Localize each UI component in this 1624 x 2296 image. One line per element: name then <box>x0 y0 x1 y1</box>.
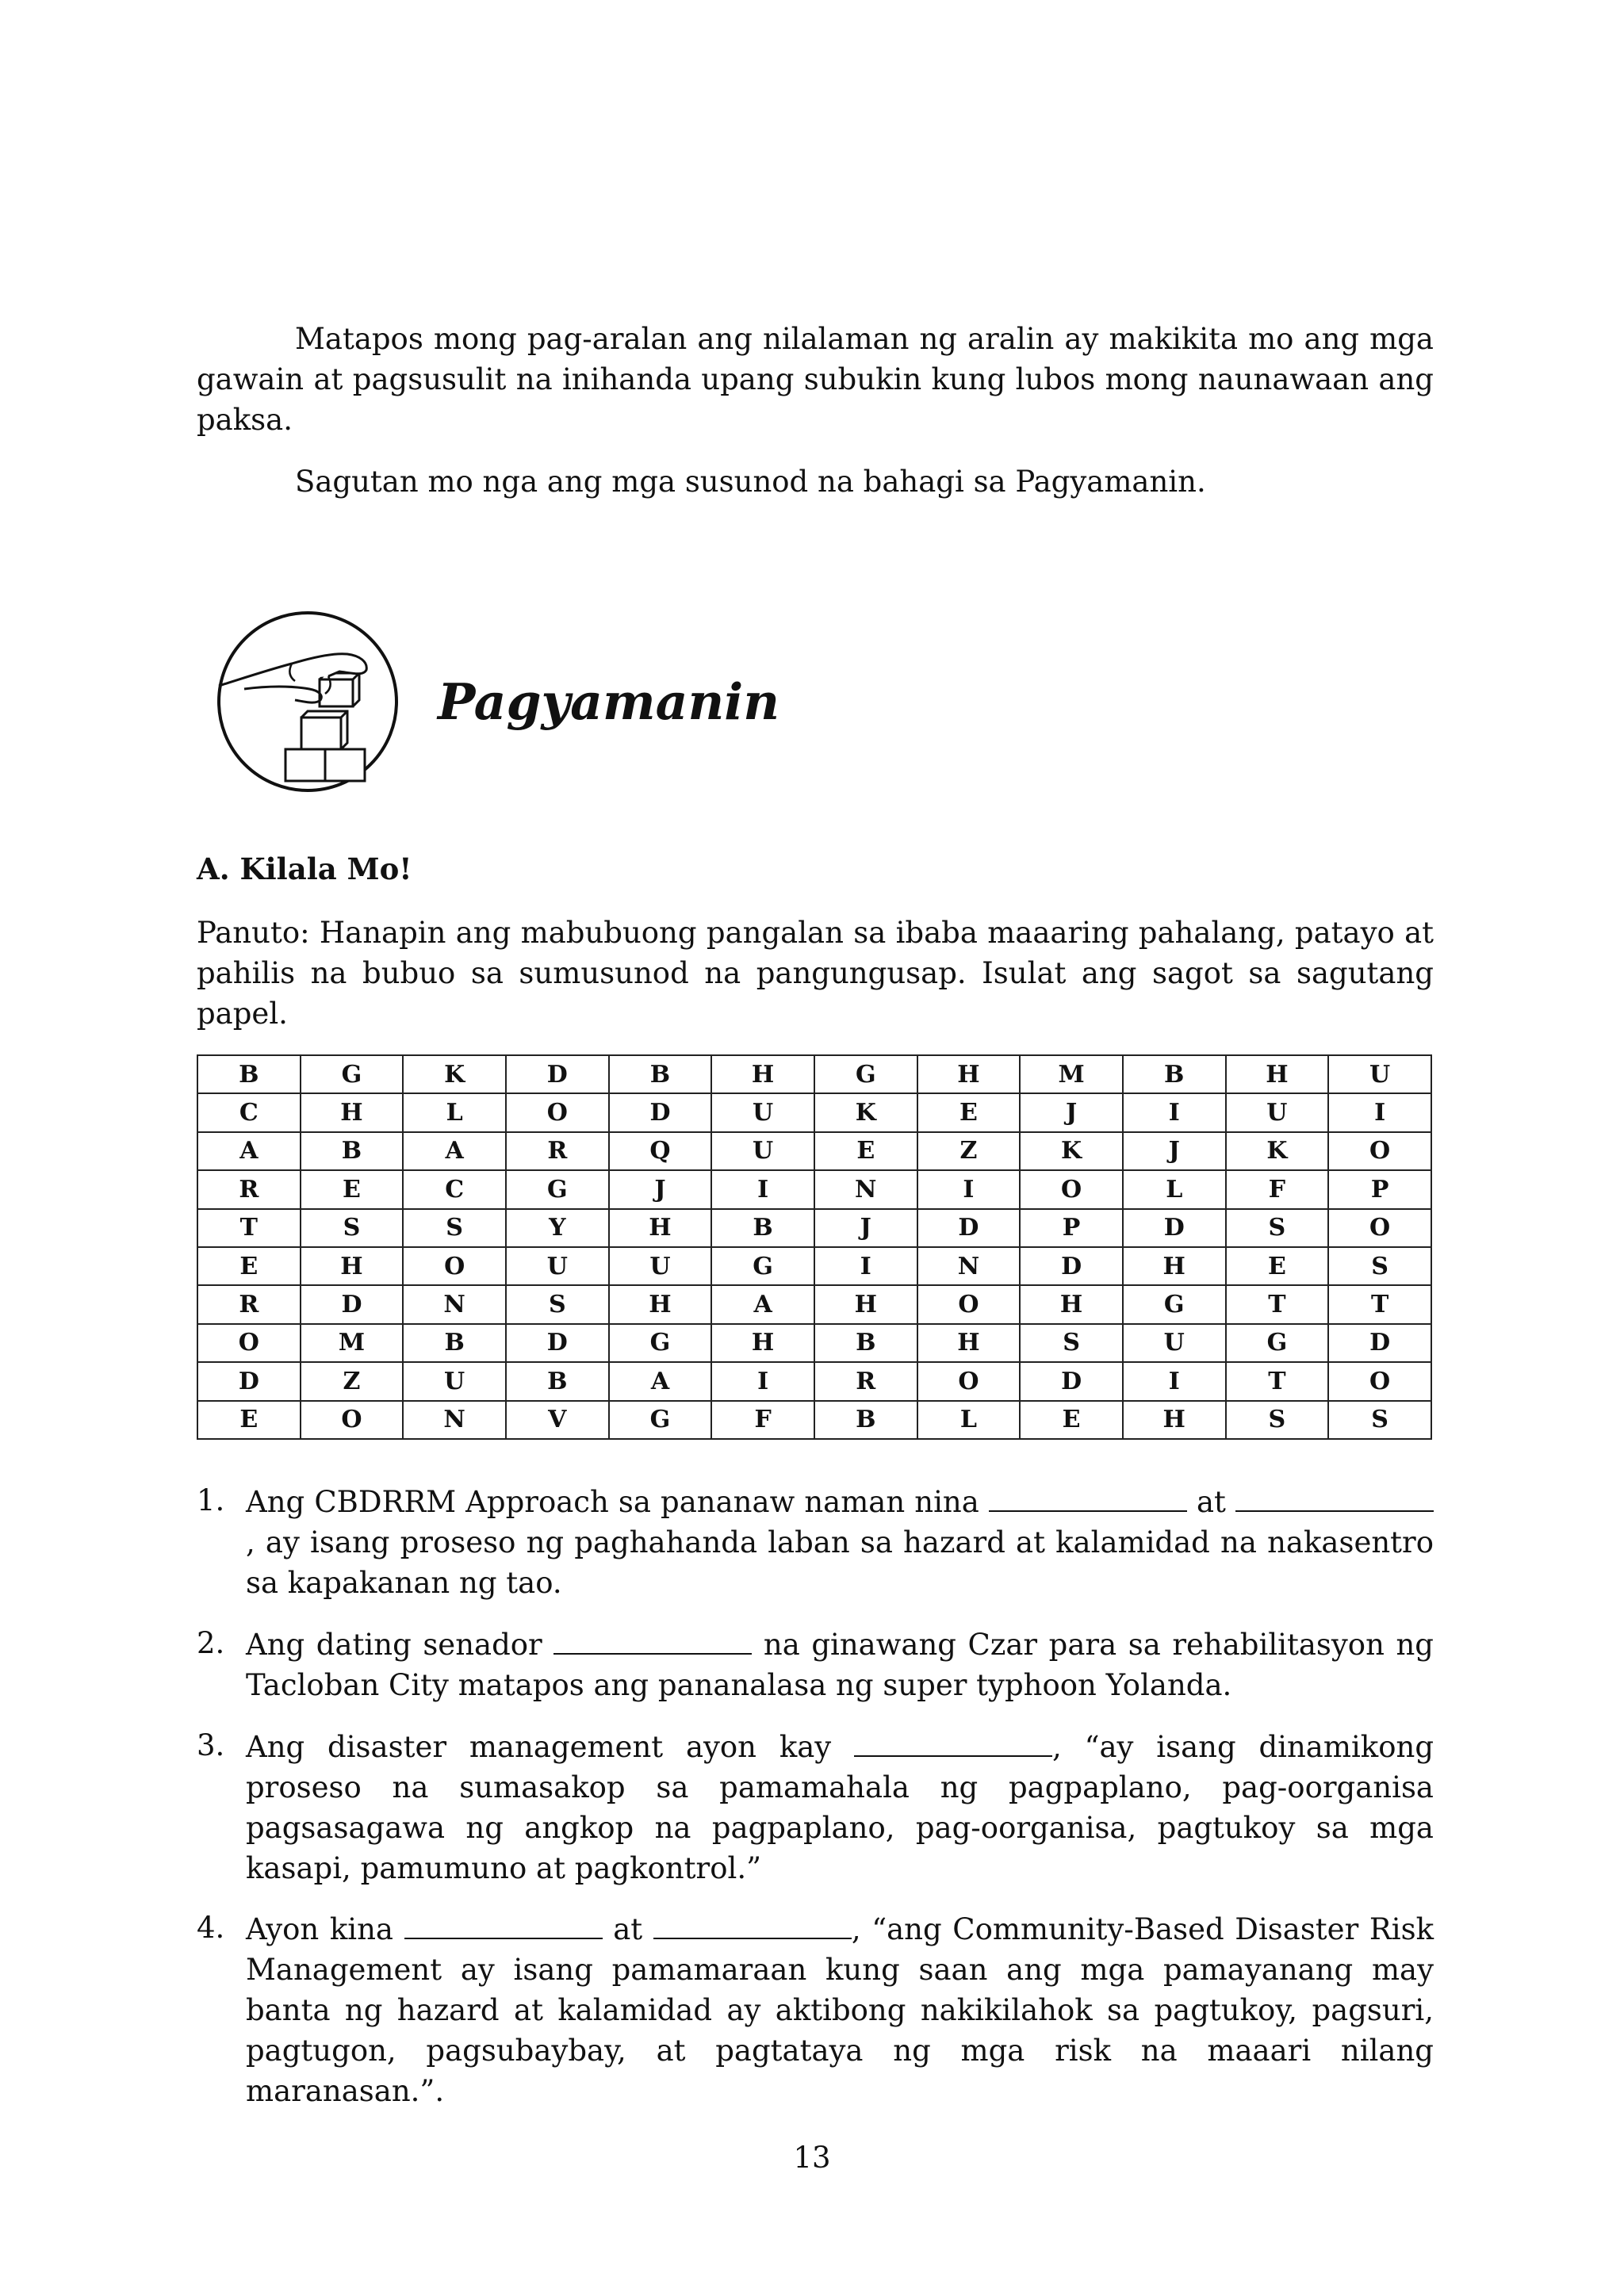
grid-cell[interactable]: O <box>403 1247 506 1285</box>
grid-cell[interactable]: D <box>1123 1209 1226 1247</box>
grid-cell[interactable]: G <box>609 1324 712 1362</box>
grid-cell[interactable]: A <box>711 1285 814 1323</box>
answer-blank[interactable] <box>1235 1480 1434 1512</box>
question-text: na ginawang Czar para sa rehabilitasyon ng Tacloban City matapos ang pananalasa ng super typhoon Yolanda. <box>246 1628 1434 1702</box>
page-number: 13 <box>793 2141 831 2175</box>
grid-cell[interactable]: E <box>197 1401 301 1439</box>
grid-cell[interactable]: Q <box>609 1132 712 1170</box>
question-number: 2. <box>197 1626 225 1660</box>
grid-cell[interactable]: I <box>917 1170 1021 1208</box>
grid-cell[interactable]: K <box>1020 1132 1123 1170</box>
grid-cell[interactable]: E <box>917 1093 1021 1131</box>
activity-heading: A. Kilala Mo! <box>197 851 412 886</box>
grid-cell[interactable]: L <box>1123 1170 1226 1208</box>
grid-cell[interactable]: O <box>1328 1132 1431 1170</box>
grid-cell[interactable]: P <box>1020 1209 1123 1247</box>
grid-cell[interactable]: S <box>1226 1209 1329 1247</box>
activity-instructions: Panuto: Hanapin ang mabubuong pangalan sa ibaba maaaring pahalang, patayo at pahilis na bubuo sa sumusunod na pangungusap. Isulat ang sagot sa sagutang papel. <box>197 916 1434 1031</box>
grid-cell[interactable]: U <box>609 1247 712 1285</box>
grid-row <box>197 1055 1431 1093</box>
grid-cell[interactable]: T <box>1328 1285 1431 1323</box>
grid-cell[interactable]: D <box>1020 1247 1123 1285</box>
grid-cell[interactable]: H <box>917 1055 1021 1093</box>
grid-cell[interactable]: I <box>711 1170 814 1208</box>
grid-cell[interactable]: H <box>1123 1247 1226 1285</box>
grid-cell[interactable]: O <box>301 1401 404 1439</box>
grid-cell[interactable]: H <box>917 1324 1021 1362</box>
grid-cell[interactable]: O <box>1328 1209 1431 1247</box>
grid-cell[interactable]: J <box>1123 1132 1226 1170</box>
grid-cell[interactable]: G <box>814 1055 917 1093</box>
grid-cell[interactable]: M <box>301 1324 404 1362</box>
grid-cell[interactable]: J <box>609 1170 712 1208</box>
grid-row <box>197 1247 1431 1285</box>
grid-cell[interactable]: I <box>1123 1362 1226 1400</box>
grid-cell[interactable]: U <box>403 1362 506 1400</box>
grid-cell[interactable]: D <box>609 1093 712 1131</box>
grid-cell[interactable]: K <box>814 1093 917 1131</box>
grid-cell[interactable]: F <box>1226 1170 1329 1208</box>
grid-cell[interactable]: H <box>711 1324 814 1362</box>
grid-cell[interactable]: G <box>506 1170 609 1208</box>
grid-cell[interactable]: S <box>1226 1401 1329 1439</box>
grid-cell[interactable]: G <box>301 1055 404 1093</box>
question-text: , “ay isang dinamikong proseso na sumasakop sa pamamahala ng pagpaplano, pag-oorganisa pagsasagawa ng angkop na pagpaplano, pag-oorganisa, pagtukoy sa mga kasapi, pamumuno at pagkontrol.” <box>246 1730 1434 1885</box>
grid-cell[interactable]: O <box>1328 1362 1431 1400</box>
question-number: 4. <box>197 1911 225 1945</box>
grid-cell[interactable]: H <box>609 1209 712 1247</box>
grid-cell[interactable]: B <box>403 1324 506 1362</box>
grid-cell[interactable]: A <box>609 1362 712 1400</box>
grid-cell[interactable]: S <box>1020 1324 1123 1362</box>
grid-cell[interactable]: D <box>197 1362 301 1400</box>
question-2 <box>197 1623 1434 1705</box>
grid-cell[interactable]: U <box>1123 1324 1226 1362</box>
grid-cell[interactable]: K <box>1226 1132 1329 1170</box>
grid-cell[interactable]: G <box>1226 1324 1329 1362</box>
grid-cell[interactable]: V <box>506 1401 609 1439</box>
grid-cell[interactable]: O <box>506 1093 609 1131</box>
grid-cell[interactable]: D <box>506 1055 609 1093</box>
section-title: Pagyamanin <box>438 672 780 731</box>
grid-cell[interactable]: H <box>301 1247 404 1285</box>
question-text: Ang CBDRRM Approach sa pananaw naman nina <box>246 1485 989 1519</box>
grid-cell[interactable]: O <box>917 1362 1021 1400</box>
grid-row <box>197 1170 1431 1208</box>
grid-cell[interactable]: J <box>1020 1093 1123 1131</box>
answer-blank[interactable] <box>404 1908 603 1939</box>
grid-cell[interactable]: U <box>1226 1093 1329 1131</box>
grid-cell[interactable]: R <box>814 1362 917 1400</box>
answer-blank[interactable] <box>553 1623 752 1655</box>
grid-cell[interactable]: I <box>814 1247 917 1285</box>
grid-cell[interactable]: B <box>814 1401 917 1439</box>
grid-cell[interactable]: R <box>197 1285 301 1323</box>
grid-cell[interactable]: A <box>403 1132 506 1170</box>
grid-cell[interactable]: H <box>301 1093 404 1131</box>
grid-cell[interactable]: D <box>301 1285 404 1323</box>
intro-instruction: Sagutan mo nga ang mga susunod na bahagi sa Pagyamanin. <box>295 465 1206 499</box>
intro-paragraph: Matapos mong pag-aralan ang nilalaman ng aralin ay makikita mo ang mga gawain at pagsusulit na inihanda upang subukin kung lubos mong naunawaan ang paksa. <box>197 322 1434 437</box>
grid-row <box>197 1209 1431 1247</box>
grid-cell[interactable]: Y <box>506 1209 609 1247</box>
question-3 <box>197 1725 1434 1888</box>
grid-cell[interactable]: I <box>1123 1093 1226 1131</box>
question-text: at <box>1186 1485 1235 1519</box>
grid-cell[interactable]: S <box>506 1285 609 1323</box>
word-search-grid <box>197 1054 1432 1440</box>
grid-cell[interactable]: E <box>1226 1247 1329 1285</box>
grid-cell[interactable]: D <box>506 1324 609 1362</box>
answer-blank[interactable] <box>854 1725 1052 1757</box>
grid-row <box>197 1285 1431 1323</box>
grid-cell[interactable]: B <box>197 1055 301 1093</box>
grid-row <box>197 1132 1431 1170</box>
grid-cell[interactable]: E <box>301 1170 404 1208</box>
grid-cell[interactable]: U <box>506 1247 609 1285</box>
grid-cell[interactable]: Z <box>301 1362 404 1400</box>
grid-row <box>197 1362 1431 1400</box>
grid-cell[interactable]: S <box>1328 1247 1431 1285</box>
grid-cell[interactable]: U <box>1328 1055 1431 1093</box>
grid-cell[interactable]: B <box>1123 1055 1226 1093</box>
grid-cell[interactable]: T <box>1226 1362 1329 1400</box>
grid-cell[interactable]: I <box>1328 1093 1431 1131</box>
grid-cell[interactable]: G <box>711 1247 814 1285</box>
grid-cell[interactable]: R <box>506 1132 609 1170</box>
grid-cell[interactable]: K <box>403 1055 506 1093</box>
grid-cell[interactable]: B <box>506 1362 609 1400</box>
grid-cell[interactable]: S <box>1328 1401 1431 1439</box>
grid-cell[interactable]: T <box>1226 1285 1329 1323</box>
grid-cell[interactable]: S <box>301 1209 404 1247</box>
grid-cell[interactable]: D <box>1328 1324 1431 1362</box>
grid-cell[interactable]: N <box>403 1401 506 1439</box>
grid-cell[interactable]: B <box>609 1055 712 1093</box>
hand-stacking-blocks-icon <box>213 607 403 797</box>
grid-cell[interactable]: N <box>814 1170 917 1208</box>
grid-cell[interactable]: E <box>1020 1401 1123 1439</box>
grid-cell[interactable]: U <box>711 1132 814 1170</box>
grid-cell[interactable]: H <box>1123 1401 1226 1439</box>
grid-row <box>197 1324 1431 1362</box>
grid-cell[interactable]: C <box>197 1093 301 1131</box>
grid-cell[interactable]: H <box>1020 1285 1123 1323</box>
question-text: at <box>602 1912 653 1946</box>
question-1 <box>197 1480 1434 1603</box>
grid-cell[interactable]: G <box>1123 1285 1226 1323</box>
grid-cell[interactable]: E <box>197 1247 301 1285</box>
grid-cell[interactable]: J <box>814 1209 917 1247</box>
question-number: 3. <box>197 1728 225 1762</box>
grid-cell[interactable]: D <box>1020 1362 1123 1400</box>
grid-cell[interactable]: S <box>403 1209 506 1247</box>
grid-cell[interactable]: Z <box>917 1132 1021 1170</box>
grid-cell[interactable]: H <box>711 1055 814 1093</box>
grid-cell[interactable]: D <box>917 1209 1021 1247</box>
question-number: 1. <box>197 1483 225 1517</box>
grid-cell[interactable]: M <box>1020 1055 1123 1093</box>
grid-cell[interactable]: A <box>197 1132 301 1170</box>
grid-cell[interactable]: O <box>1020 1170 1123 1208</box>
grid-cell[interactable]: N <box>917 1247 1021 1285</box>
grid-cell[interactable]: B <box>301 1132 404 1170</box>
grid-cell[interactable]: P <box>1328 1170 1431 1208</box>
grid-cell[interactable]: I <box>711 1362 814 1400</box>
question-text: Ayon kina <box>246 1912 404 1946</box>
question-text: Ang dating senador <box>246 1628 554 1662</box>
question-text: , ay isang proseso ng paghahanda laban sa hazard at kalamidad na nakasentro sa kapakanan ng tao. <box>246 1525 1434 1600</box>
grid-cell[interactable]: H <box>814 1285 917 1323</box>
grid-cell[interactable]: N <box>403 1285 506 1323</box>
grid-cell[interactable]: L <box>403 1093 506 1131</box>
grid-cell[interactable]: F <box>711 1401 814 1439</box>
question-text: , “ang Community-Based Disaster Risk Management ay isang pamamaraan kung saan ang mga pamayanang may banta ng hazard at kalamidad ay aktibong nakikilahok sa pagtukoy, pagsuri, pagtugon, pagsubaybay, at pagtataya ng mga risk na maaari nilang maranasan.”. <box>246 1912 1434 2108</box>
answer-blank[interactable] <box>653 1908 852 1939</box>
question-4 <box>197 1908 1434 2111</box>
grid-cell[interactable]: B <box>711 1209 814 1247</box>
grid-cell[interactable]: B <box>814 1324 917 1362</box>
grid-cell[interactable]: R <box>197 1170 301 1208</box>
question-text: Ang disaster management ayon kay <box>246 1730 855 1764</box>
grid-cell[interactable]: L <box>917 1401 1021 1439</box>
grid-cell[interactable]: U <box>711 1093 814 1131</box>
grid-cell[interactable]: O <box>197 1324 301 1362</box>
grid-cell[interactable]: G <box>609 1401 712 1439</box>
grid-cell[interactable]: H <box>1226 1055 1329 1093</box>
grid-row <box>197 1401 1431 1439</box>
answer-blank[interactable] <box>989 1480 1187 1512</box>
grid-row <box>197 1093 1431 1131</box>
grid-cell[interactable]: H <box>609 1285 712 1323</box>
grid-cell[interactable]: C <box>403 1170 506 1208</box>
grid-cell[interactable]: T <box>197 1209 301 1247</box>
grid-cell[interactable]: E <box>814 1132 917 1170</box>
grid-cell[interactable]: O <box>917 1285 1021 1323</box>
